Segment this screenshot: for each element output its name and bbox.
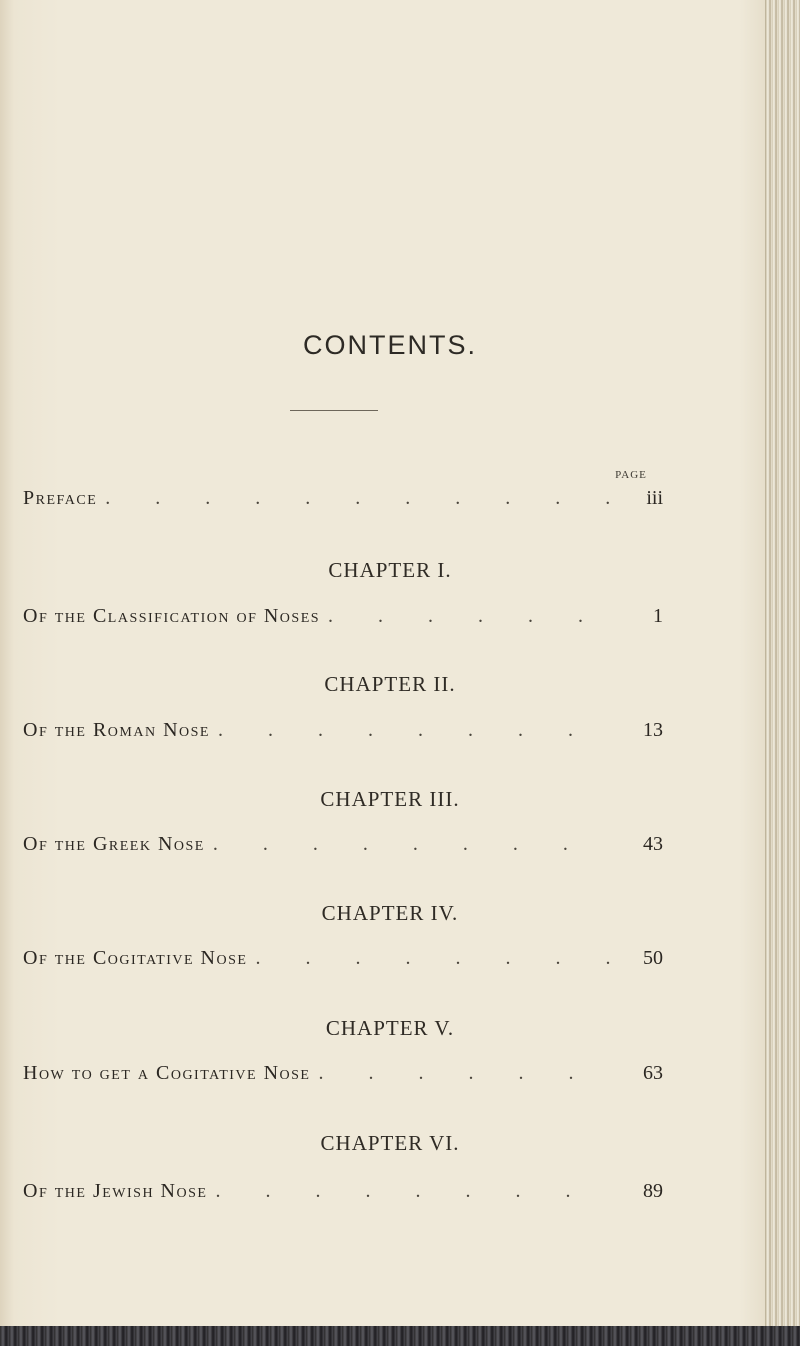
dot-leader xyxy=(218,719,611,742)
toc-entry xyxy=(23,1180,663,1203)
dot-leader xyxy=(328,605,611,628)
entry-title: How to get a Cogitative Nose xyxy=(23,1062,311,1084)
toc-entry-preface xyxy=(23,487,663,510)
dot-leader xyxy=(318,1062,611,1085)
chapter-heading: CHAPTER III. xyxy=(320,787,460,811)
chapter-heading: CHAPTER I. xyxy=(328,558,452,582)
toc-entry xyxy=(23,719,663,742)
entry-page: 43 xyxy=(643,833,663,855)
entry-title: Of the Classification of Noses xyxy=(23,605,321,627)
chapter-heading: CHAPTER II. xyxy=(324,672,456,696)
page-column-label: PAGE xyxy=(615,469,647,481)
entry-title: Of the Roman Nose xyxy=(23,719,210,741)
toc-entry xyxy=(23,947,663,970)
entry-page: 1 xyxy=(653,605,663,627)
entry-page: 63 xyxy=(643,1062,663,1084)
entry-title: Of the Cogitative Nose xyxy=(23,947,248,969)
page-bottom-edge xyxy=(0,1326,800,1346)
page-title: CONTENTS. xyxy=(302,330,477,360)
toc-entry xyxy=(23,605,663,628)
entry-page: 50 xyxy=(643,947,663,969)
title-rule xyxy=(290,410,378,411)
entry-page: 13 xyxy=(643,719,663,741)
chapter-heading: CHAPTER V. xyxy=(325,1016,455,1040)
dot-leader xyxy=(255,947,611,970)
entry-title: Of the Jewish Nose xyxy=(23,1180,208,1202)
dot-leader xyxy=(105,487,611,510)
dot-leader xyxy=(213,833,611,856)
dot-leader xyxy=(215,1180,611,1203)
entry-page: iii xyxy=(646,487,663,509)
chapter-heading: CHAPTER VI. xyxy=(320,1131,460,1155)
toc-entry xyxy=(23,833,663,856)
entry-title: Of the Greek Nose xyxy=(23,833,205,855)
toc-entry xyxy=(23,1062,663,1085)
entry-page: 89 xyxy=(643,1180,663,1202)
chapter-heading: CHAPTER IV. xyxy=(321,901,459,925)
entry-title: Preface xyxy=(23,487,98,509)
